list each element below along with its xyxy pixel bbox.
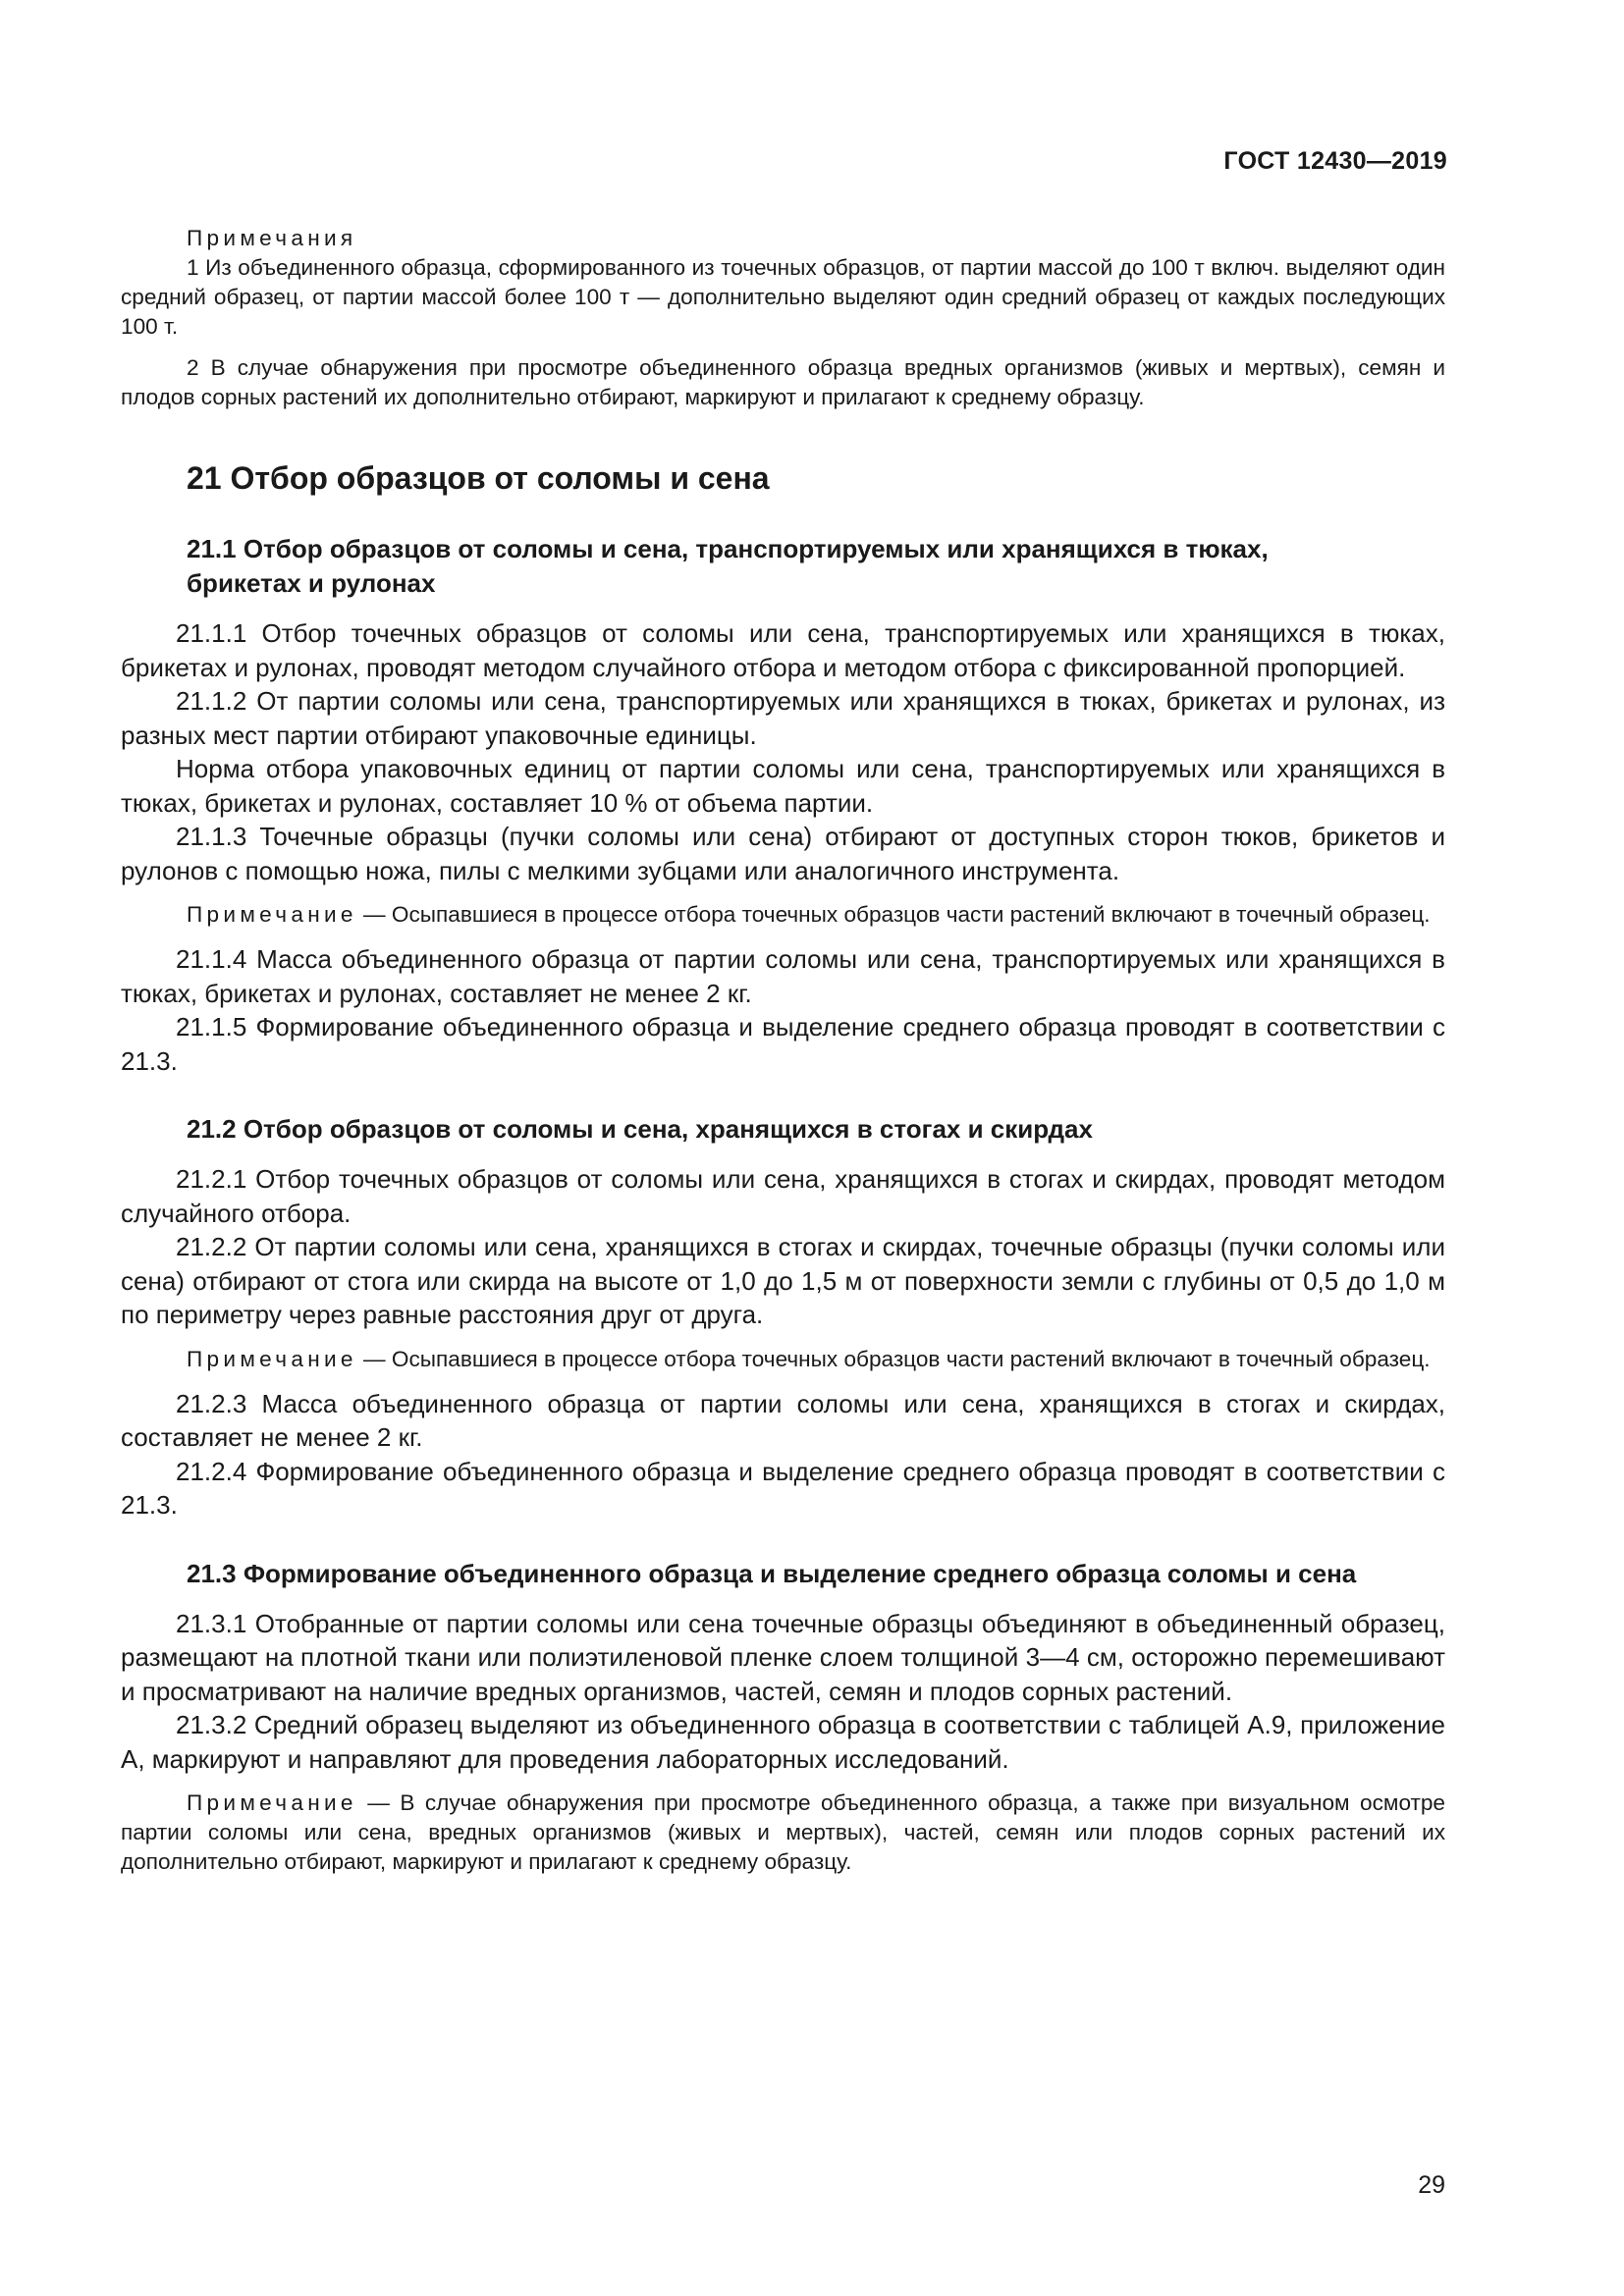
note-label: Примечание (187, 1346, 357, 1371)
paragraph-21-1-3: 21.1.3 Точечные образцы (пучки соломы или сена) отбирают от доступных сторон тюков, брикетов и рулонов с помощью ножа, пилы с мелкими зубцами или аналогичного инструмента. (121, 822, 1445, 885)
page-content (121, 224, 1445, 1877)
paragraph-21-2-3: 21.2.3 Масса объединенного образца от партии соломы или сена, хранящихся в стогах и скирдах, составляет не менее 2 кг. (121, 1388, 1445, 1452)
notes-label: Примечания (187, 226, 357, 250)
paragraph-21-1-2-norm: Норма отбора упаковочных единиц от партии соломы или сена, транспортируемых или хранящихся в тюках, брикетах и рулонах, составляет 10 % от объема партии. (121, 754, 1445, 818)
note-item-1: 1 Из объединенного образца, сформированного из точечных образцов, от партии массой до 100 т включ. выделяют один средний образец, от партии массой более 100 т — дополнительно выделяют один средний образец от каждых последующих 100 т. (121, 255, 1445, 339)
note-21-1 (121, 900, 1445, 930)
paragraph-21-2-2: 21.2.2 От партии соломы или сена, хранящихся в стогах и скирдах, точечные образцы (пучки соломы или сена) отбирают от стога или скирда на высоте от 1,0 до 1,5 м от поверхности земли с глубины от 0,5 до 1,0 м по периметру через равные расстояния друг от друга. (121, 1232, 1445, 1329)
note-label: Примечание (187, 1790, 357, 1815)
section-21-title: 21 Отбор образцов от соломы и сена (187, 460, 770, 496)
paragraph-21-2-4: 21.2.4 Формирование объединенного образца и выделение среднего образца проводят в соответствии с 21.3. (121, 1456, 1445, 1520)
note-text: — В случае обнаружения при просмотре объединенного образца, а также при визуальном осмотре партии соломы или сена, вредных организмов (живых и мертвых), частей, семян или плодов сорных растений их дополнительно отбирают, маркируют и прилагают к среднему образцу. (121, 1790, 1445, 1874)
paragraph-21-1-4: 21.1.4 Масса объединенного образца от партии соломы или сена, транспортируемых или хранящихся в тюках, брикетах и рулонах, составляет не менее 2 кг. (121, 944, 1445, 1008)
note-label: Примечание (187, 902, 357, 927)
paragraph-21-1-2: 21.1.2 От партии соломы или сена, транспортируемых или хранящихся в тюках, брикетах и рулонах, из разных мест партии отбирают упаковочные единицы. (121, 686, 1445, 750)
note-21-2 (121, 1345, 1445, 1374)
note-item-2: 2 В случае обнаружения при просмотре объединенного образца вредных организмов (живых и мертвых), семян и плодов сорных растений их дополнительно отбирают, маркируют и прилагают к среднему образцу. (121, 355, 1445, 409)
section-21-1-title: 21.1 Отбор образцов от соломы и сена, транспортируемых или хранящихся в тюках, брикетах и рулонах (187, 534, 1269, 598)
note-text: — Осыпавшиеся в процессе отбора точечных образцов части растений включают в точечный образец. (356, 1346, 1431, 1371)
paragraph-21-2-1: 21.2.1 Отбор точечных образцов от соломы или сена, хранящихся в стогах и скирдах, проводят методом случайного отбора. (121, 1164, 1445, 1228)
page-number: 29 (1418, 2171, 1445, 2199)
paragraph-21-3-2: 21.3.2 Средний образец выделяют из объединенного образца в соответствии с таблицей А.9, приложение А, маркируют и направляют для проведения лабораторных исследований. (121, 1710, 1445, 1774)
note-text: — Осыпавшиеся в процессе отбора точечных образцов части растений включают в точечный образец. (356, 902, 1431, 927)
section-21-3-title: 21.3 Формирование объединенного образца и выделение среднего образца соломы и сена (187, 1558, 1357, 1588)
paragraph-21-1-1: 21.1.1 Отбор точечных образцов от соломы или сена, транспортируемых или хранящихся в тюках, брикетах и рулонах, проводят методом случайного отбора и методом отбора с фиксированной пропорцией. (121, 618, 1445, 682)
note-21-3 (121, 1789, 1445, 1877)
paragraph-21-1-5: 21.1.5 Формирование объединенного образца и выделение среднего образца проводят в соответствии с 21.3. (121, 1012, 1445, 1076)
section-21-2-title: 21.2 Отбор образцов от соломы и сена, хранящихся в стогах и скирдах (187, 1114, 1093, 1144)
document-code-header: ГОСТ 12430—2019 (1223, 147, 1447, 175)
paragraph-21-3-1: 21.3.1 Отобранные от партии соломы или сена точечные образцы объединяют в объединенный образец, размещают на плотной ткани или полиэтиленовой пленке слоем толщиной 3—4 см, осторожно перемешивают и просматривают на наличие вредных организмов, частей, семян и плодов сорных растений. (121, 1608, 1445, 1706)
